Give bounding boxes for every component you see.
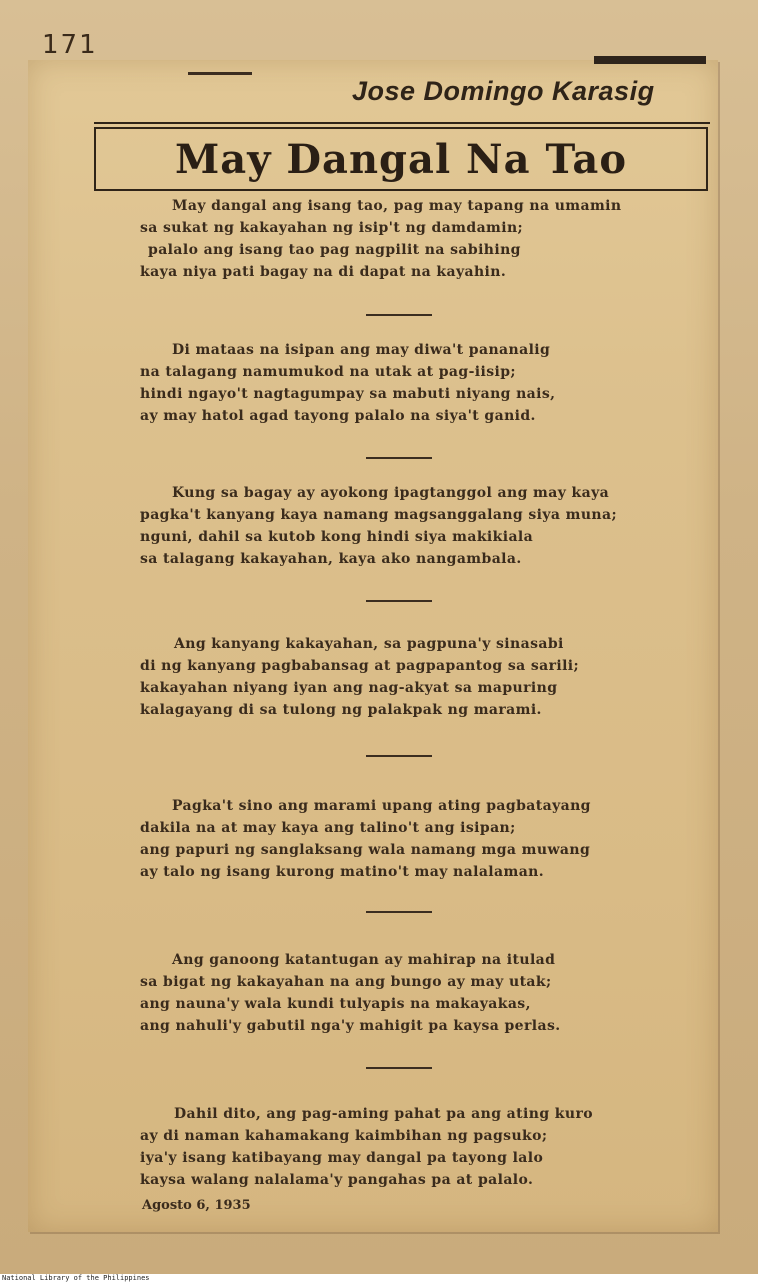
poem-line: ang nauna'y wala kundi tulyapis na makayakas,: [140, 996, 531, 1012]
poem-line: dakila na at may kaya ang talino't ang isipan;: [140, 820, 516, 836]
poem-line: Ang kanyang kakayahan, sa pagpuna'y sinasabi: [174, 636, 564, 652]
poem-line: kaya niya pati bagay na di dapat na kayahin.: [140, 264, 507, 280]
title-box: [94, 127, 708, 191]
poem-title: May Dangal Na Tao: [175, 135, 627, 183]
poem-line: sa bigat ng kakayahan na ang bungo ay may utak;: [140, 974, 552, 990]
library-credit: National Library of the Philippines: [0, 1274, 758, 1283]
stanza-divider: [366, 314, 432, 316]
stanza: [140, 195, 700, 283]
poem-line: May dangal ang isang tao, pag may tapang na umamin: [172, 198, 622, 214]
poem-line: kalagayang di sa tulong ng palakpak ng marami.: [140, 702, 542, 718]
stanza: [140, 482, 700, 570]
stanza-divider: [366, 1067, 432, 1069]
stanza: [140, 633, 700, 721]
poem-line: iya'y isang katibayang may dangal pa tayong lalo: [140, 1150, 544, 1166]
stanza: [140, 339, 700, 427]
stanza-divider: [366, 911, 432, 913]
poem-line: na talagang namumukod na utak at pag-iisip;: [140, 364, 516, 380]
poem-line: Di mataas na isipan ang may diwa't pananalig: [172, 342, 551, 358]
poem-line: nguni, dahil sa kutob kong hindi siya makikiala: [140, 529, 534, 545]
poem-line: palalo ang isang tao pag nagpilit na sabihing: [148, 242, 521, 258]
poem-line: sa sukat ng kakayahan ng isip't ng damdamin;: [140, 220, 524, 236]
poem-line: Ang ganoong katantugan ay mahirap na itulad: [172, 952, 556, 968]
poem-line: hindi ngayo't nagtagumpay sa mabuti niyang nais,: [140, 386, 556, 402]
rule-divider: [594, 56, 706, 64]
stanza-divider: [366, 755, 432, 757]
poem-line: ang papuri ng sanglaksang wala namang mga muwang: [140, 842, 591, 858]
stanza: [140, 949, 700, 1037]
handwritten-page-number: 171: [42, 30, 98, 60]
poem-line: kaysa walang nalalama'y pangahas pa at palalo.: [140, 1172, 534, 1188]
author-name: Jose Domingo Karasig: [352, 76, 655, 106]
stanza: [140, 795, 700, 883]
stanza-divider: [366, 457, 432, 459]
poem-line: Dahil dito, ang pag-aming pahat pa ang ating kuro: [174, 1106, 593, 1122]
rule-divider: [188, 72, 252, 75]
title-rule: [94, 122, 710, 124]
stanza: [140, 1103, 700, 1191]
poem-line: ay talo ng isang kurong matino't may nalalaman.: [140, 864, 545, 880]
stanza-divider: [366, 600, 432, 602]
poem-line: kakayahan niyang iyan ang nag-akyat sa mapuring: [140, 680, 558, 696]
poem-line: ang nahuli'y gabutil nga'y mahigit pa kaysa perlas.: [140, 1018, 561, 1034]
poem-line: ay may hatol agad tayong palalo na siya't ganid.: [140, 408, 536, 424]
poem-line: sa talagang kakayahan, kaya ako nangambala.: [140, 551, 522, 567]
poem-line: di ng kanyang pagbabansag at pagpapantog sa sarili;: [140, 658, 580, 674]
poem-line: Kung sa bagay ay ayokong ipagtanggol ang may kaya: [172, 485, 610, 501]
poem-line: ay di naman kahamakang kaimbihan ng pagsuko;: [140, 1128, 548, 1144]
poem-line: pagka't kanyang kaya namang magsanggalang siya muna;: [140, 507, 618, 523]
poem-line: Pagka't sino ang marami upang ating pagbatayang: [172, 798, 591, 814]
poem-date: Agosto 6, 1935: [142, 1198, 251, 1213]
